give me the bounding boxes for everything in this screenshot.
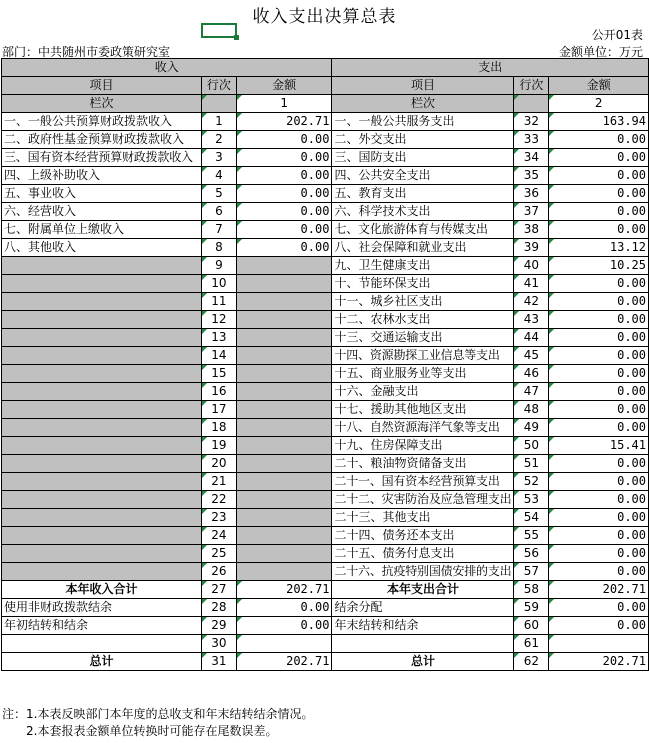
income-row-number: 8 xyxy=(201,239,236,257)
expense-amount: 0.00 xyxy=(549,311,649,329)
expense-row-number: 38 xyxy=(514,221,549,239)
table-row xyxy=(2,491,649,509)
expense-row-number: 43 xyxy=(514,311,549,329)
income-amount xyxy=(236,401,332,419)
expense-amount: 13.12 xyxy=(549,239,649,257)
income-amount xyxy=(236,347,332,365)
expense-summary-row-number: 62 xyxy=(514,653,549,671)
income-row-number: 23 xyxy=(201,509,236,527)
expense-row-number: 32 xyxy=(514,113,549,131)
table-row xyxy=(2,221,649,239)
income-col-number: 1 xyxy=(236,95,332,113)
income-row-number: 10 xyxy=(201,275,236,293)
expense-amount: 0.00 xyxy=(549,221,649,239)
expense-amount: 0.00 xyxy=(549,365,649,383)
income-row-number: 12 xyxy=(201,311,236,329)
income-row-number: 18 xyxy=(201,419,236,437)
expense-row-number: 46 xyxy=(514,365,549,383)
unit-label: 金额单位：万元 xyxy=(558,45,643,59)
table-row xyxy=(2,383,649,401)
income-amount xyxy=(236,365,332,383)
summary-row xyxy=(2,635,649,653)
expense-item-name: 七、文化旅游体育与传媒支出 xyxy=(332,221,514,239)
expense-item-name: 二、外交支出 xyxy=(332,131,514,149)
expense-item-name: 十八、自然资源海洋气象等支出 xyxy=(332,419,514,437)
income-row-number: 21 xyxy=(201,473,236,491)
expense-summary-row-number: 60 xyxy=(514,617,549,635)
income-item-name xyxy=(2,329,202,347)
expense-amount: 0.00 xyxy=(549,491,649,509)
expense-item-name: 二十一、国有资本经营预算支出 xyxy=(332,473,514,491)
expense-amount: 0.00 xyxy=(549,329,649,347)
income-item-name xyxy=(2,401,202,419)
income-amount xyxy=(236,473,332,491)
income-row-number: 17 xyxy=(201,401,236,419)
expense-summary-amount xyxy=(549,635,649,653)
expense-summary-amount: 0.00 xyxy=(549,599,649,617)
table-row xyxy=(2,275,649,293)
income-summary-amount: 202.71 xyxy=(236,653,332,671)
summary-row xyxy=(2,617,649,635)
table-row xyxy=(2,509,649,527)
table-row xyxy=(2,455,649,473)
income-summary-amount xyxy=(236,635,332,653)
table-row xyxy=(2,437,649,455)
expense-row-number: 55 xyxy=(514,527,549,545)
expense-item-name: 二十五、债务付息支出 xyxy=(332,545,514,563)
income-amount: 0.00 xyxy=(236,203,332,221)
expense-summary-amount: 202.71 xyxy=(549,653,649,671)
expense-summary-name xyxy=(332,635,514,653)
expense-row-number: 41 xyxy=(514,275,549,293)
income-item-name xyxy=(2,275,202,293)
income-amount xyxy=(236,257,332,275)
income-summary-row-number: 29 xyxy=(201,617,236,635)
expense-row-number: 36 xyxy=(514,185,549,203)
table-row xyxy=(2,167,649,185)
table-row xyxy=(2,149,649,167)
income-summary-row-number: 30 xyxy=(201,635,236,653)
summary-row xyxy=(2,653,649,671)
expense-amount-header: 金额 xyxy=(549,77,649,95)
income-item-name xyxy=(2,473,202,491)
expense-amount: 15.41 xyxy=(549,437,649,455)
expense-row-number: 47 xyxy=(514,383,549,401)
income-item-name: 三、国有资本经营预算财政拨款收入 xyxy=(2,149,202,167)
expense-amount: 0.00 xyxy=(549,185,649,203)
expense-amount: 0.00 xyxy=(549,293,649,311)
income-row-number: 19 xyxy=(201,437,236,455)
income-amount xyxy=(236,563,332,581)
expense-item-name: 十五、商业服务业等支出 xyxy=(332,365,514,383)
income-item-name: 一、一般公共预算财政拨款收入 xyxy=(2,113,202,131)
income-amount xyxy=(236,437,332,455)
expense-summary-amount: 0.00 xyxy=(549,617,649,635)
expense-col-number: 2 xyxy=(549,95,649,113)
table-row xyxy=(2,347,649,365)
expense-item-name: 二十三、其他支出 xyxy=(332,509,514,527)
expense-row-number: 39 xyxy=(514,239,549,257)
income-summary-name: 使用非财政拨款结余 xyxy=(2,599,202,617)
income-amount xyxy=(236,455,332,473)
expense-row-number: 53 xyxy=(514,491,549,509)
expense-item-name: 十六、金融支出 xyxy=(332,383,514,401)
expense-amount: 0.00 xyxy=(549,203,649,221)
income-amount xyxy=(236,527,332,545)
income-item-name: 二、政府性基金预算财政拨款收入 xyxy=(2,131,202,149)
expense-item-header: 项目 xyxy=(332,77,514,95)
income-item-name xyxy=(2,563,202,581)
expense-rowno-header: 行次 xyxy=(514,77,549,95)
expense-item-name: 十二、农林水支出 xyxy=(332,311,514,329)
summary-row xyxy=(2,581,649,599)
table-row xyxy=(2,185,649,203)
income-summary-name: 总计 xyxy=(2,653,202,671)
expense-summary-name: 年末结转和结余 xyxy=(332,617,514,635)
income-row-number: 13 xyxy=(201,329,236,347)
income-summary-amount: 0.00 xyxy=(236,617,332,635)
expense-amount: 0.00 xyxy=(549,473,649,491)
expense-col-label-blank xyxy=(514,95,549,113)
expense-item-name: 九、卫生健康支出 xyxy=(332,257,514,275)
expense-amount: 0.00 xyxy=(549,545,649,563)
expense-amount: 0.00 xyxy=(549,167,649,185)
income-summary-name xyxy=(2,635,202,653)
income-amount: 0.00 xyxy=(236,221,332,239)
expense-item-name: 十七、援助其他地区支出 xyxy=(332,401,514,419)
table-row xyxy=(2,365,649,383)
expense-row-number: 44 xyxy=(514,329,549,347)
table-row xyxy=(2,293,649,311)
expense-amount: 163.94 xyxy=(549,113,649,131)
income-amount: 0.00 xyxy=(236,167,332,185)
income-row-number: 1 xyxy=(201,113,236,131)
income-amount xyxy=(236,491,332,509)
income-amount xyxy=(236,419,332,437)
income-item-name xyxy=(2,455,202,473)
income-amount: 0.00 xyxy=(236,131,332,149)
expense-item-name: 十九、住房保障支出 xyxy=(332,437,514,455)
income-amount: 0.00 xyxy=(236,239,332,257)
table-row xyxy=(2,329,649,347)
expense-row-number: 48 xyxy=(514,401,549,419)
income-row-number: 7 xyxy=(201,221,236,239)
expense-row-number: 57 xyxy=(514,563,549,581)
expense-row-number: 34 xyxy=(514,149,549,167)
expense-amount: 0.00 xyxy=(549,455,649,473)
income-section-header: 收入 xyxy=(2,59,332,77)
selected-cell-indicator[interactable] xyxy=(201,23,237,38)
expense-item-name: 四、公共安全支出 xyxy=(332,167,514,185)
income-amount: 0.00 xyxy=(236,185,332,203)
income-row-number: 20 xyxy=(201,455,236,473)
expense-row-number: 50 xyxy=(514,437,549,455)
report-title: 收入支出决算总表 xyxy=(252,7,397,27)
expense-amount: 0.00 xyxy=(549,383,649,401)
income-summary-amount: 0.00 xyxy=(236,599,332,617)
table-row xyxy=(2,545,649,563)
income-summary-row-number: 27 xyxy=(201,581,236,599)
expense-item-name: 六、科学技术支出 xyxy=(332,203,514,221)
expense-summary-row-number: 61 xyxy=(514,635,549,653)
expense-row-number: 42 xyxy=(514,293,549,311)
expense-row-number: 54 xyxy=(514,509,549,527)
income-row-number: 15 xyxy=(201,365,236,383)
expense-amount: 0.00 xyxy=(549,527,649,545)
expense-col-label: 栏次 xyxy=(332,95,514,113)
expense-summary-name: 总计 xyxy=(332,653,514,671)
expense-row-number: 56 xyxy=(514,545,549,563)
expense-row-number: 45 xyxy=(514,347,549,365)
income-row-number: 9 xyxy=(201,257,236,275)
income-amount xyxy=(236,293,332,311)
expense-amount: 10.25 xyxy=(549,257,649,275)
income-amount: 202.71 xyxy=(236,113,332,131)
expense-amount: 0.00 xyxy=(549,509,649,527)
expense-row-number: 37 xyxy=(514,203,549,221)
income-col-label: 栏次 xyxy=(2,95,202,113)
footnote-2: 2.本套报表金额单位转换时可能存在尾数误差。 xyxy=(26,724,278,738)
income-item-header: 项目 xyxy=(2,77,202,95)
income-summary-row-number: 28 xyxy=(201,599,236,617)
expense-amount: 0.00 xyxy=(549,401,649,419)
income-row-number: 11 xyxy=(201,293,236,311)
income-item-name: 八、其他收入 xyxy=(2,239,202,257)
income-item-name xyxy=(2,311,202,329)
table-row xyxy=(2,473,649,491)
income-item-name: 六、经营收入 xyxy=(2,203,202,221)
income-item-name xyxy=(2,347,202,365)
expense-amount: 0.00 xyxy=(549,419,649,437)
income-amount: 0.00 xyxy=(236,149,332,167)
table-row xyxy=(2,203,649,221)
income-item-name: 四、上级补助收入 xyxy=(2,167,202,185)
income-rowno-header: 行次 xyxy=(201,77,236,95)
expense-section-header: 支出 xyxy=(332,59,649,77)
expense-summary-name: 结余分配 xyxy=(332,599,514,617)
income-row-number: 3 xyxy=(201,149,236,167)
expense-amount: 0.00 xyxy=(549,275,649,293)
footnote-1: 注：1.本表反映部门本年度的总收支和年末结转结余情况。 xyxy=(2,707,314,721)
income-row-number: 6 xyxy=(201,203,236,221)
income-item-name xyxy=(2,437,202,455)
expense-row-number: 51 xyxy=(514,455,549,473)
expense-amount: 0.00 xyxy=(549,131,649,149)
table-row xyxy=(2,401,649,419)
expense-item-name: 二十二、灾害防治及应急管理支出 xyxy=(332,491,514,509)
income-amount xyxy=(236,311,332,329)
expense-item-name: 十三、交通运输支出 xyxy=(332,329,514,347)
income-row-number: 26 xyxy=(201,563,236,581)
expense-row-number: 35 xyxy=(514,167,549,185)
income-summary-row-number: 31 xyxy=(201,653,236,671)
income-item-name xyxy=(2,419,202,437)
income-item-name xyxy=(2,545,202,563)
expense-item-name: 十一、城乡社区支出 xyxy=(332,293,514,311)
income-item-name xyxy=(2,293,202,311)
table-row xyxy=(2,257,649,275)
department-label: 部门：中共随州市委政策研究室 xyxy=(2,45,171,59)
income-summary-name: 本年收入合计 xyxy=(2,581,202,599)
income-summary-amount: 202.71 xyxy=(236,581,332,599)
expense-row-number: 49 xyxy=(514,419,549,437)
income-item-name xyxy=(2,383,202,401)
income-summary-name: 年初结转和结余 xyxy=(2,617,202,635)
footnotes xyxy=(2,706,313,740)
expense-item-name: 八、社会保障和就业支出 xyxy=(332,239,514,257)
income-row-number: 22 xyxy=(201,491,236,509)
expense-amount: 0.00 xyxy=(549,563,649,581)
expense-row-number: 33 xyxy=(514,131,549,149)
expense-amount: 0.00 xyxy=(549,149,649,167)
summary-table xyxy=(1,58,649,671)
income-item-name xyxy=(2,491,202,509)
income-row-number: 5 xyxy=(201,185,236,203)
table-row xyxy=(2,527,649,545)
income-row-number: 14 xyxy=(201,347,236,365)
table-row xyxy=(2,239,649,257)
expense-item-name: 二十四、债务还本支出 xyxy=(332,527,514,545)
expense-summary-amount: 202.71 xyxy=(549,581,649,599)
expense-summary-name: 本年支出合计 xyxy=(332,581,514,599)
expense-amount: 0.00 xyxy=(549,347,649,365)
expense-item-name: 五、教育支出 xyxy=(332,185,514,203)
income-item-name xyxy=(2,509,202,527)
table-row xyxy=(2,113,649,131)
table-row xyxy=(2,131,649,149)
income-col-label-blank xyxy=(201,95,236,113)
income-row-number: 4 xyxy=(201,167,236,185)
expense-item-name: 十四、资源勘探工业信息等支出 xyxy=(332,347,514,365)
income-item-name: 五、事业收入 xyxy=(2,185,202,203)
expense-item-name: 二十、粮油物资储备支出 xyxy=(332,455,514,473)
expense-item-name: 十、节能环保支出 xyxy=(332,275,514,293)
income-row-number: 24 xyxy=(201,527,236,545)
income-amount-header: 金额 xyxy=(236,77,332,95)
income-row-number: 25 xyxy=(201,545,236,563)
expense-item-name: 一、一般公共服务支出 xyxy=(332,113,514,131)
income-row-number: 2 xyxy=(201,131,236,149)
income-amount xyxy=(236,329,332,347)
income-amount xyxy=(236,275,332,293)
form-number: 公开01表 xyxy=(591,28,643,42)
expense-item-name: 三、国防支出 xyxy=(332,149,514,167)
income-amount xyxy=(236,545,332,563)
expense-summary-row-number: 58 xyxy=(514,581,549,599)
table-row xyxy=(2,419,649,437)
income-amount xyxy=(236,383,332,401)
expense-summary-row-number: 59 xyxy=(514,599,549,617)
income-row-number: 16 xyxy=(201,383,236,401)
summary-row xyxy=(2,599,649,617)
expense-item-name: 二十六、抗疫特别国债安排的支出 xyxy=(332,563,514,581)
expense-row-number: 52 xyxy=(514,473,549,491)
income-item-name xyxy=(2,365,202,383)
income-item-name xyxy=(2,257,202,275)
table-row xyxy=(2,563,649,581)
income-item-name: 七、附属单位上缴收入 xyxy=(2,221,202,239)
income-amount xyxy=(236,509,332,527)
income-item-name xyxy=(2,527,202,545)
table-row xyxy=(2,311,649,329)
expense-row-number: 40 xyxy=(514,257,549,275)
